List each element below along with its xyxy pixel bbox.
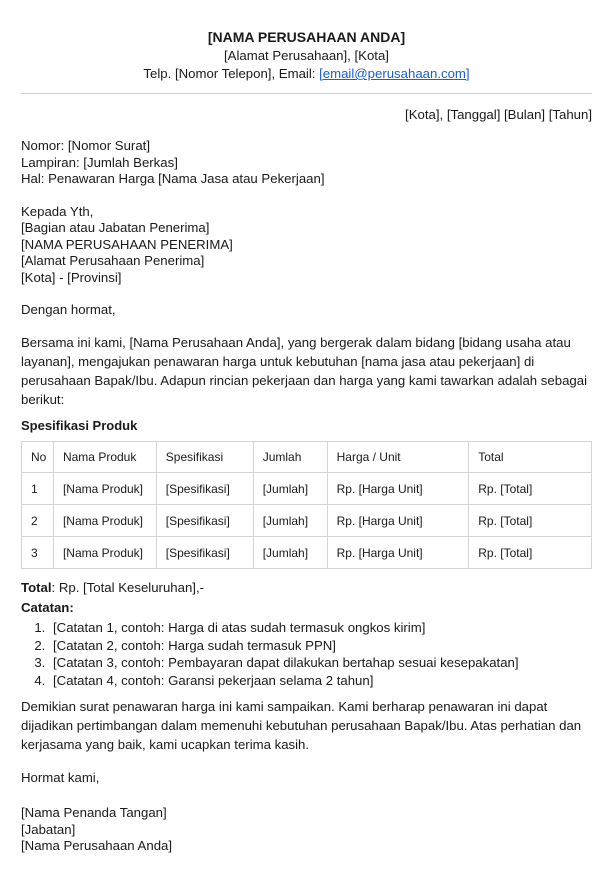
table-row bbox=[22, 537, 592, 569]
cell-total: Rp. [Total] bbox=[469, 537, 592, 569]
column-header-no: No bbox=[22, 442, 54, 473]
recipient-position: [Bagian atau Jabatan Penerima] bbox=[21, 220, 210, 235]
table-row bbox=[22, 505, 592, 537]
cell-total: Rp. [Total] bbox=[469, 505, 592, 537]
cell-no: 1 bbox=[22, 473, 54, 505]
column-header-quantity: Jumlah bbox=[253, 442, 327, 473]
header-divider bbox=[21, 93, 592, 94]
total-value: : Rp. [Total Keseluruhan],- bbox=[51, 580, 204, 595]
column-header-unit-price: Harga / Unit bbox=[327, 442, 469, 473]
table-title: Spesifikasi Produk bbox=[21, 418, 138, 433]
table-header-row bbox=[22, 442, 592, 473]
cell-product-name: [Nama Produk] bbox=[53, 473, 156, 505]
signer-position: [Jabatan] bbox=[21, 821, 76, 837]
notes-list bbox=[21, 619, 592, 689]
cell-quantity: [Jumlah] bbox=[253, 537, 327, 569]
email-link[interactable]: [email@perusahaan.com] bbox=[319, 66, 470, 81]
cell-specification: [Spesifikasi] bbox=[156, 473, 253, 505]
grand-total bbox=[21, 579, 592, 597]
letterhead bbox=[21, 28, 592, 83]
list-item: 1. [Catatan 1, contoh: Harga di atas sudah termasuk ongkos kirim] bbox=[49, 619, 592, 637]
letter-attachment: Lampiran: [Jumlah Berkas] bbox=[21, 154, 178, 170]
cell-no: 2 bbox=[22, 505, 54, 537]
cell-no: 3 bbox=[22, 537, 54, 569]
cell-unit-price: Rp. [Harga Unit] bbox=[327, 505, 469, 537]
cell-quantity: [Jumlah] bbox=[253, 473, 327, 505]
product-table bbox=[21, 441, 592, 569]
list-item: 4. [Catatan 4, contoh: Garansi pekerjaan selama 2 tahun] bbox=[49, 672, 592, 690]
recipient-city: [Kota] - [Provinsi] bbox=[21, 269, 122, 285]
notes-title: Catatan: bbox=[21, 600, 74, 615]
recipient-block bbox=[21, 204, 592, 287]
recipient-greeting: Kepada Yth, bbox=[21, 203, 94, 219]
list-item: 3. [Catatan 3, contoh: Pembayaran dapat dilakukan bertahap sesuai kesepakatan] bbox=[49, 654, 592, 672]
cell-specification: [Spesifikasi] bbox=[156, 505, 253, 537]
recipient-company: [NAMA PERUSAHAAN PENERIMA] bbox=[21, 236, 233, 252]
closing-paragraph: Demikian surat penawaran harga ini kami sampaikan. Kami berharap penawaran ini dapat dijadikan pertimbangan dalam memenuhi kebutuhan perusahaan Bapak/Ibu. Atas perhatian dan kerjasama yang baik, kami ucapkan terima kasih. bbox=[21, 699, 582, 753]
contact-phone-label: Telp. [Nomor Telepon], Email: bbox=[143, 66, 320, 81]
sign-off: Hormat kami, bbox=[21, 770, 100, 786]
cell-unit-price: Rp. [Harga Unit] bbox=[327, 537, 469, 569]
cell-product-name: [Nama Produk] bbox=[53, 537, 156, 569]
list-item: 2. [Catatan 2, contoh: Harga sudah termasuk PPN] bbox=[49, 637, 592, 655]
letter-meta bbox=[21, 138, 592, 188]
signer-name: [Nama Penanda Tangan] bbox=[21, 805, 167, 821]
cell-total: Rp. [Total] bbox=[469, 473, 592, 505]
signer-company: [Nama Perusahaan Anda] bbox=[21, 838, 173, 854]
recipient-address: [Alamat Perusahaan Penerima] bbox=[21, 253, 205, 268]
total-label: Total bbox=[21, 580, 52, 595]
cell-product-name: [Nama Produk] bbox=[53, 505, 156, 537]
date-line: [Kota], [Tanggal] [Bulan] [Tahun] bbox=[405, 107, 592, 122]
letter-subject: Hal: Penawaran Harga [Nama Jasa atau Pekerjaan] bbox=[21, 171, 325, 186]
column-header-specification: Spesifikasi bbox=[156, 442, 253, 473]
column-header-product-name: Nama Produk bbox=[53, 442, 156, 473]
column-header-total: Total bbox=[469, 442, 592, 473]
signature-block bbox=[21, 805, 592, 855]
letter-page bbox=[21, 28, 592, 855]
company-contact bbox=[21, 65, 592, 83]
company-name: [NAMA PERUSAHAAN ANDA] bbox=[207, 29, 406, 45]
cell-unit-price: Rp. [Harga Unit] bbox=[327, 473, 469, 505]
salutation: Dengan hormat, bbox=[21, 302, 116, 317]
company-address: [Alamat Perusahaan], [Kota] bbox=[224, 48, 389, 63]
table-row bbox=[22, 473, 592, 505]
letter-number: Nomor: [Nomor Surat] bbox=[21, 138, 150, 153]
intro-paragraph: Bersama ini kami, [Nama Perusahaan Anda], yang bergerak dalam bidang [bidang usaha atau layanan], mengajukan penawaran harga untuk kebutuhan [nama jasa atau pekerjaan] di perusahaan Bapak/Ibu. Adapun rincian pekerjaan dan harga yang kami tawarkan adalah sebagai berikut: bbox=[21, 335, 587, 407]
cell-specification: [Spesifikasi] bbox=[156, 537, 253, 569]
cell-quantity: [Jumlah] bbox=[253, 505, 327, 537]
